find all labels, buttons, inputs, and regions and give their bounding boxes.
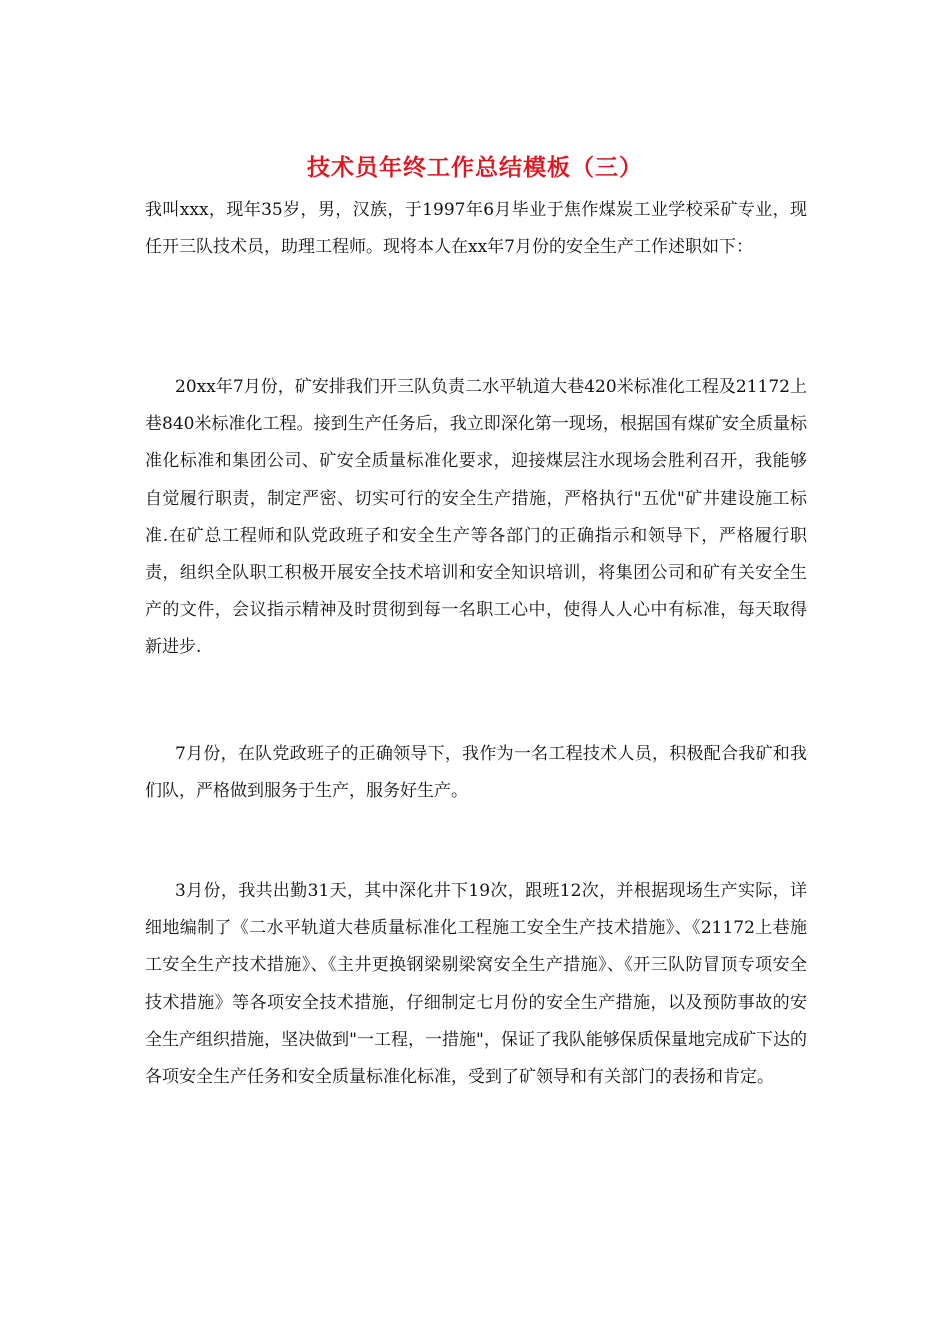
- paragraph-march-attendance: 3月份，我共出勤31天，其中深化井下19次，跟班12次，并根据现场生产实际，详细地编制了《二水平轨道大巷质量标准化工程施工安全生产技术措施》、《21172上巷施工安全生产技术措施》、《主井更换钢梁剔梁窝安全生产措施》、《开三队防冒顶专项安全技术措施》等各项安全技术措施，仔细制定七月份的安全生产措施，以及预防事故的安全生产组织措施，坚决做到"一工程，一措施"，保证了我队能够保质保量地完成矿下达的各项安全生产任务和安全质量标准化标准，受到了矿领导和有关部门的表扬和肯定。: [145, 881, 807, 1088]
- paragraph-july-work: 20xx年7月份，矿安排我们开三队负责二水平轨道大巷420米标准化工程及21172上巷840米标准化工程。接到生产任务后，我立即深化第一现场，根据国有煤矿安全质量标准化标准和集团公司、矿安全质量标准化要求，迎接煤层注水现场会胜利召开，我能够自觉履行职责，制定严密、切实可行的安全生产措施，严格执行"五优"矿井建设施工标准.在矿总工程师和队党政班子和安全生产等各部门的正确指示和领导下，严格履行职责，组织全队职工积极开展安全技术培训和安全知识培训，将集团公司和矿有关安全生产的文件，会议指示精神及时贯彻到每一名职工心中，使得人人心中有标准，每天取得新进步.: [145, 377, 807, 658]
- paragraph-intro: 我叫xxx，现年35岁，男，汉族，于1997年6月毕业于焦作煤炭工业学校采矿专业，现任开三队技术员，助理工程师。现将本人在xx年7月份的安全生产工作述职如下：: [145, 200, 807, 258]
- document-title: 技术员年终工作总结模板（三）: [307, 154, 643, 181]
- paragraph-july-service: 7月份，在队党政班子的正确领导下，我作为一名工程技术人员，积极配合我矿和我们队，严格做到服务于生产，服务好生产。: [145, 744, 807, 802]
